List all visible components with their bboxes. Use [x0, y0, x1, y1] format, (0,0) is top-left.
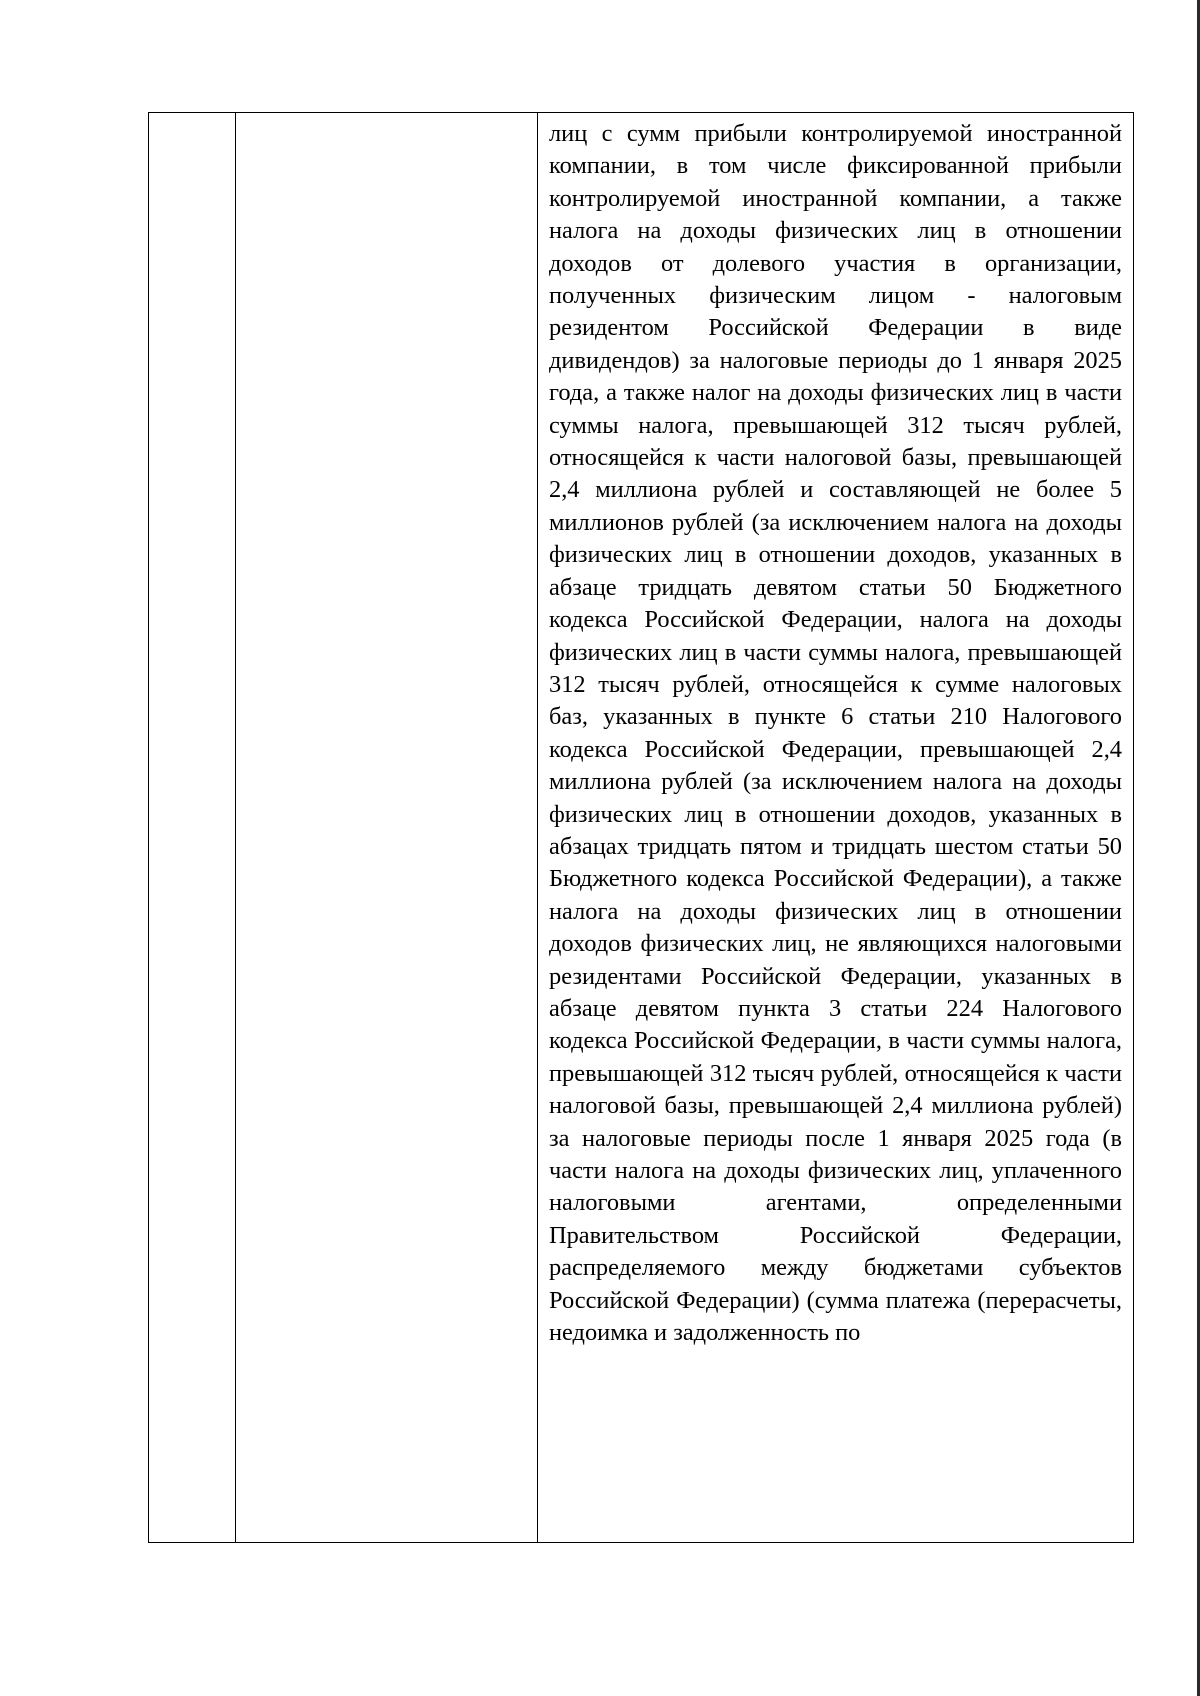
table-row: [149, 113, 1134, 1543]
document-table: [148, 112, 1134, 1543]
cell-item-name: [236, 113, 538, 1543]
cell-description: [538, 113, 1134, 1543]
description-text: лиц с сумм прибыли контролируемой иностранной компании, в том числе фиксированной прибыли контролируемой иностранной компании, а также налога на доходы физических лиц в отношении доходов от долевого участия в организации, полученных физическим лицом - налоговым резидентом Российской Федерации в виде дивидендов) за налоговые периоды до 1 января 2025 года, а также налог на доходы физических лиц в части суммы налога, превышающей 312 тысяч рублей, относящейся к части налоговой базы, превышающей 2,4 миллиона рублей и составляющей не более 5 миллионов рублей (за исключением налога на доходы физических лиц в отношении доходов, указанных в абзаце тридцать девятом статьи 50 Бюджетного кодекса Российской Федерации, налога на доходы физических лиц в части суммы налога, превышающей 312 тысяч рублей, относящейся к сумме налоговых баз, указанных в пункте 6 статьи 210 Налогового кодекса Российской Федерации, превышающей 2,4 миллиона рублей (за исключением налога на доходы физических лиц в отношении доходов, указанных в абзацах тридцать пятом и тридцать шестом статьи 50 Бюджетного кодекса Российской Федерации), а также налога на доходы физических лиц в отношении доходов физических лиц, не являющихся налоговыми резидентами Российской Федерации, указанных в абзаце девятом пункта 3 статьи 224 Налогового кодекса Российской Федерации, в части суммы налога, превышающей 312 тысяч рублей, относящейся к части налоговой базы, превышающей 2,4 миллиона рублей) за налоговые периоды после 1 января 2025 года (в части налога на доходы физических лиц, уплаченного налоговыми агентами, определенными Правительством Российской Федерации, распределяемого между бюджетами субъектов Российской Федерации) (сумма платежа (перерасчеты, недоимка и задолженность по: [549, 120, 1122, 1347]
cell-row-number: [149, 113, 236, 1543]
